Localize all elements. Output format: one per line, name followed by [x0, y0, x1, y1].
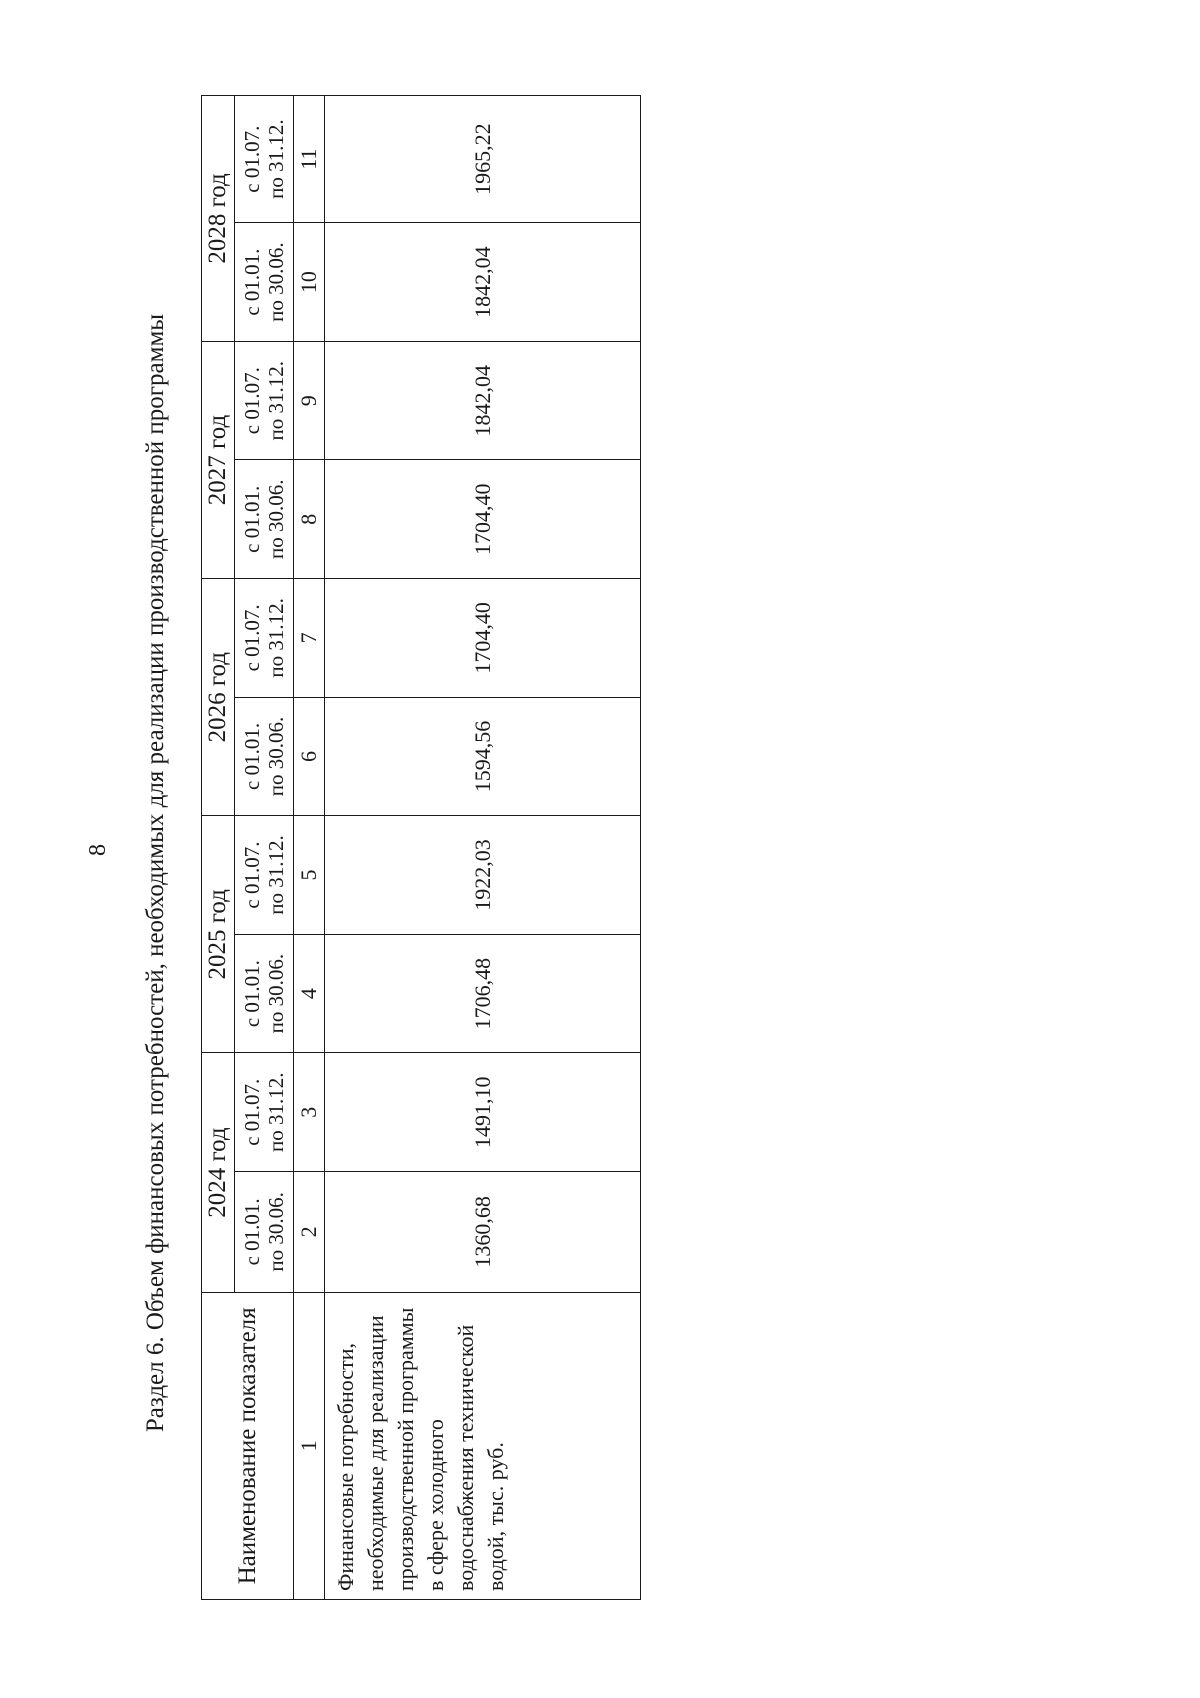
column-number: 10	[294, 223, 325, 342]
year-header: 2025 год	[202, 816, 235, 1053]
period-header: с 01.01. по 30.06.	[235, 460, 294, 579]
column-number: 9	[294, 341, 325, 460]
indicator-name-header: Наименование показателя	[202, 1292, 294, 1599]
value-cell: 1491,10	[325, 1053, 641, 1172]
column-number: 3	[294, 1053, 325, 1172]
column-number-row	[294, 96, 325, 1600]
value-cell: 1842,04	[325, 341, 641, 460]
year-header: 2027 год	[202, 341, 235, 578]
value-cell: 1360,68	[325, 1172, 641, 1293]
table-row	[325, 96, 641, 1600]
value-cell: 1594,56	[325, 697, 641, 816]
column-number: 1	[294, 1292, 325, 1599]
value-cell: 1706,48	[325, 934, 641, 1053]
period-header: с 01.01. по 30.06.	[235, 223, 294, 342]
year-header-row	[202, 96, 235, 1600]
column-number: 6	[294, 697, 325, 816]
value-cell: 1704,40	[325, 460, 641, 579]
value-cell: 1842,04	[325, 223, 641, 342]
period-header: с 01.01. по 30.06.	[235, 934, 294, 1053]
year-header: 2028 год	[202, 96, 235, 342]
period-header: с 01.01. по 30.06.	[235, 697, 294, 816]
column-number: 8	[294, 460, 325, 579]
column-number: 7	[294, 579, 325, 698]
financial-table-container	[201, 95, 641, 1600]
period-header: с 01.01. по 30.06.	[235, 1172, 294, 1293]
year-header: 2024 год	[202, 1053, 235, 1292]
period-header: с 01.07. по 31.12.	[235, 816, 294, 935]
period-header: с 01.07. по 31.12.	[235, 579, 294, 698]
value-cell: 1922,03	[325, 816, 641, 935]
column-number: 5	[294, 816, 325, 935]
period-header: с 01.07. по 31.12.	[235, 1053, 294, 1172]
indicator-name: Финансовые потребности, необходимые для реализации производственной программы в сфере холодного водоснабжения технической водой, тыс. руб.	[325, 1292, 641, 1599]
value-cell: 1704,40	[325, 579, 641, 698]
period-header: с 01.07. по 31.12.	[235, 96, 294, 223]
column-number: 2	[294, 1172, 325, 1293]
column-number: 4	[294, 934, 325, 1053]
section-title: Раздел 6. Объем финансовых потребностей, необходимых для реализации производственной программы	[142, 313, 169, 1433]
financial-needs-table	[201, 95, 641, 1600]
value-cell: 1965,22	[325, 96, 641, 223]
page-number: 8	[85, 844, 111, 856]
column-number: 11	[294, 96, 325, 223]
year-header: 2026 год	[202, 579, 235, 816]
period-header: с 01.07. по 31.12.	[235, 341, 294, 460]
